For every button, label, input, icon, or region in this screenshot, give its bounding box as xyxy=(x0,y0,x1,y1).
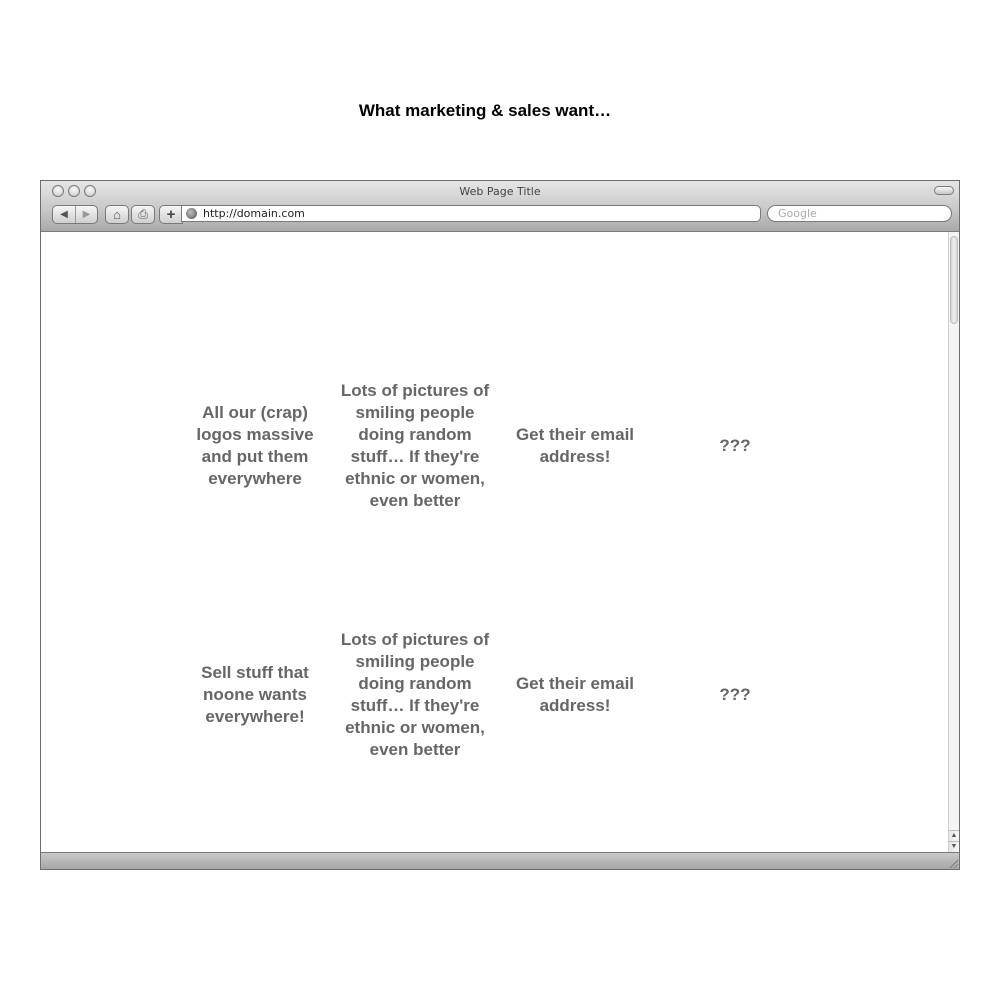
toolbar-toggle-button[interactable] xyxy=(934,186,954,195)
row-2-cell-unknown: ??? xyxy=(719,685,751,704)
search-input[interactable]: Google xyxy=(767,205,952,222)
page-content xyxy=(41,232,948,852)
home-icon: ⌂ xyxy=(113,207,121,222)
row-2-cell-email: Get their email address! xyxy=(515,674,635,715)
address-bar[interactable] xyxy=(181,205,761,222)
scrollbar-thumb[interactable] xyxy=(950,236,958,324)
row-1-cell-unknown: ??? xyxy=(719,436,751,455)
window-title: Web Page Title xyxy=(459,185,541,198)
scroll-down-icon: ▼ xyxy=(950,843,958,850)
back-button[interactable] xyxy=(53,206,75,223)
row-2-cell-pictures: Lots of pictures of smiling people doing random stuff… If they're ethnic or women, even better xyxy=(340,630,490,759)
back-arrow-icon: ◀ xyxy=(60,209,68,220)
status-bar xyxy=(41,852,959,869)
resize-grip-icon[interactable] xyxy=(948,858,958,868)
nav-buttons xyxy=(52,205,98,224)
forward-button[interactable] xyxy=(75,206,97,223)
printer-icon: ⎙ xyxy=(138,207,148,221)
home-button[interactable] xyxy=(105,205,129,224)
row-2-cell-sell: Sell stuff that noone wants everywhere! xyxy=(201,663,309,726)
add-bookmark-button[interactable] xyxy=(159,205,183,224)
row-1-cell-logos: All our (crap) logos massive and put them everywhere xyxy=(196,403,314,488)
url-text: http://domain.com xyxy=(203,207,305,220)
globe-icon xyxy=(186,208,197,219)
browser-toolbar xyxy=(41,181,959,232)
scroll-up-button[interactable] xyxy=(949,830,959,841)
forward-arrow-icon: ▶ xyxy=(82,209,91,220)
scroll-up-icon: ▲ xyxy=(950,832,958,839)
row-1-cell-pictures: Lots of pictures of smiling people doing random stuff… If they're ethnic or women, even better xyxy=(340,381,490,510)
scroll-down-button[interactable] xyxy=(949,841,959,852)
plus-icon: + xyxy=(166,206,176,223)
row-1-cell-email: Get their email address! xyxy=(515,425,635,466)
browser-window xyxy=(40,180,960,870)
print-button[interactable] xyxy=(131,205,155,224)
vertical-scrollbar[interactable] xyxy=(948,232,959,852)
page-heading: What marketing & sales want… xyxy=(358,101,612,120)
